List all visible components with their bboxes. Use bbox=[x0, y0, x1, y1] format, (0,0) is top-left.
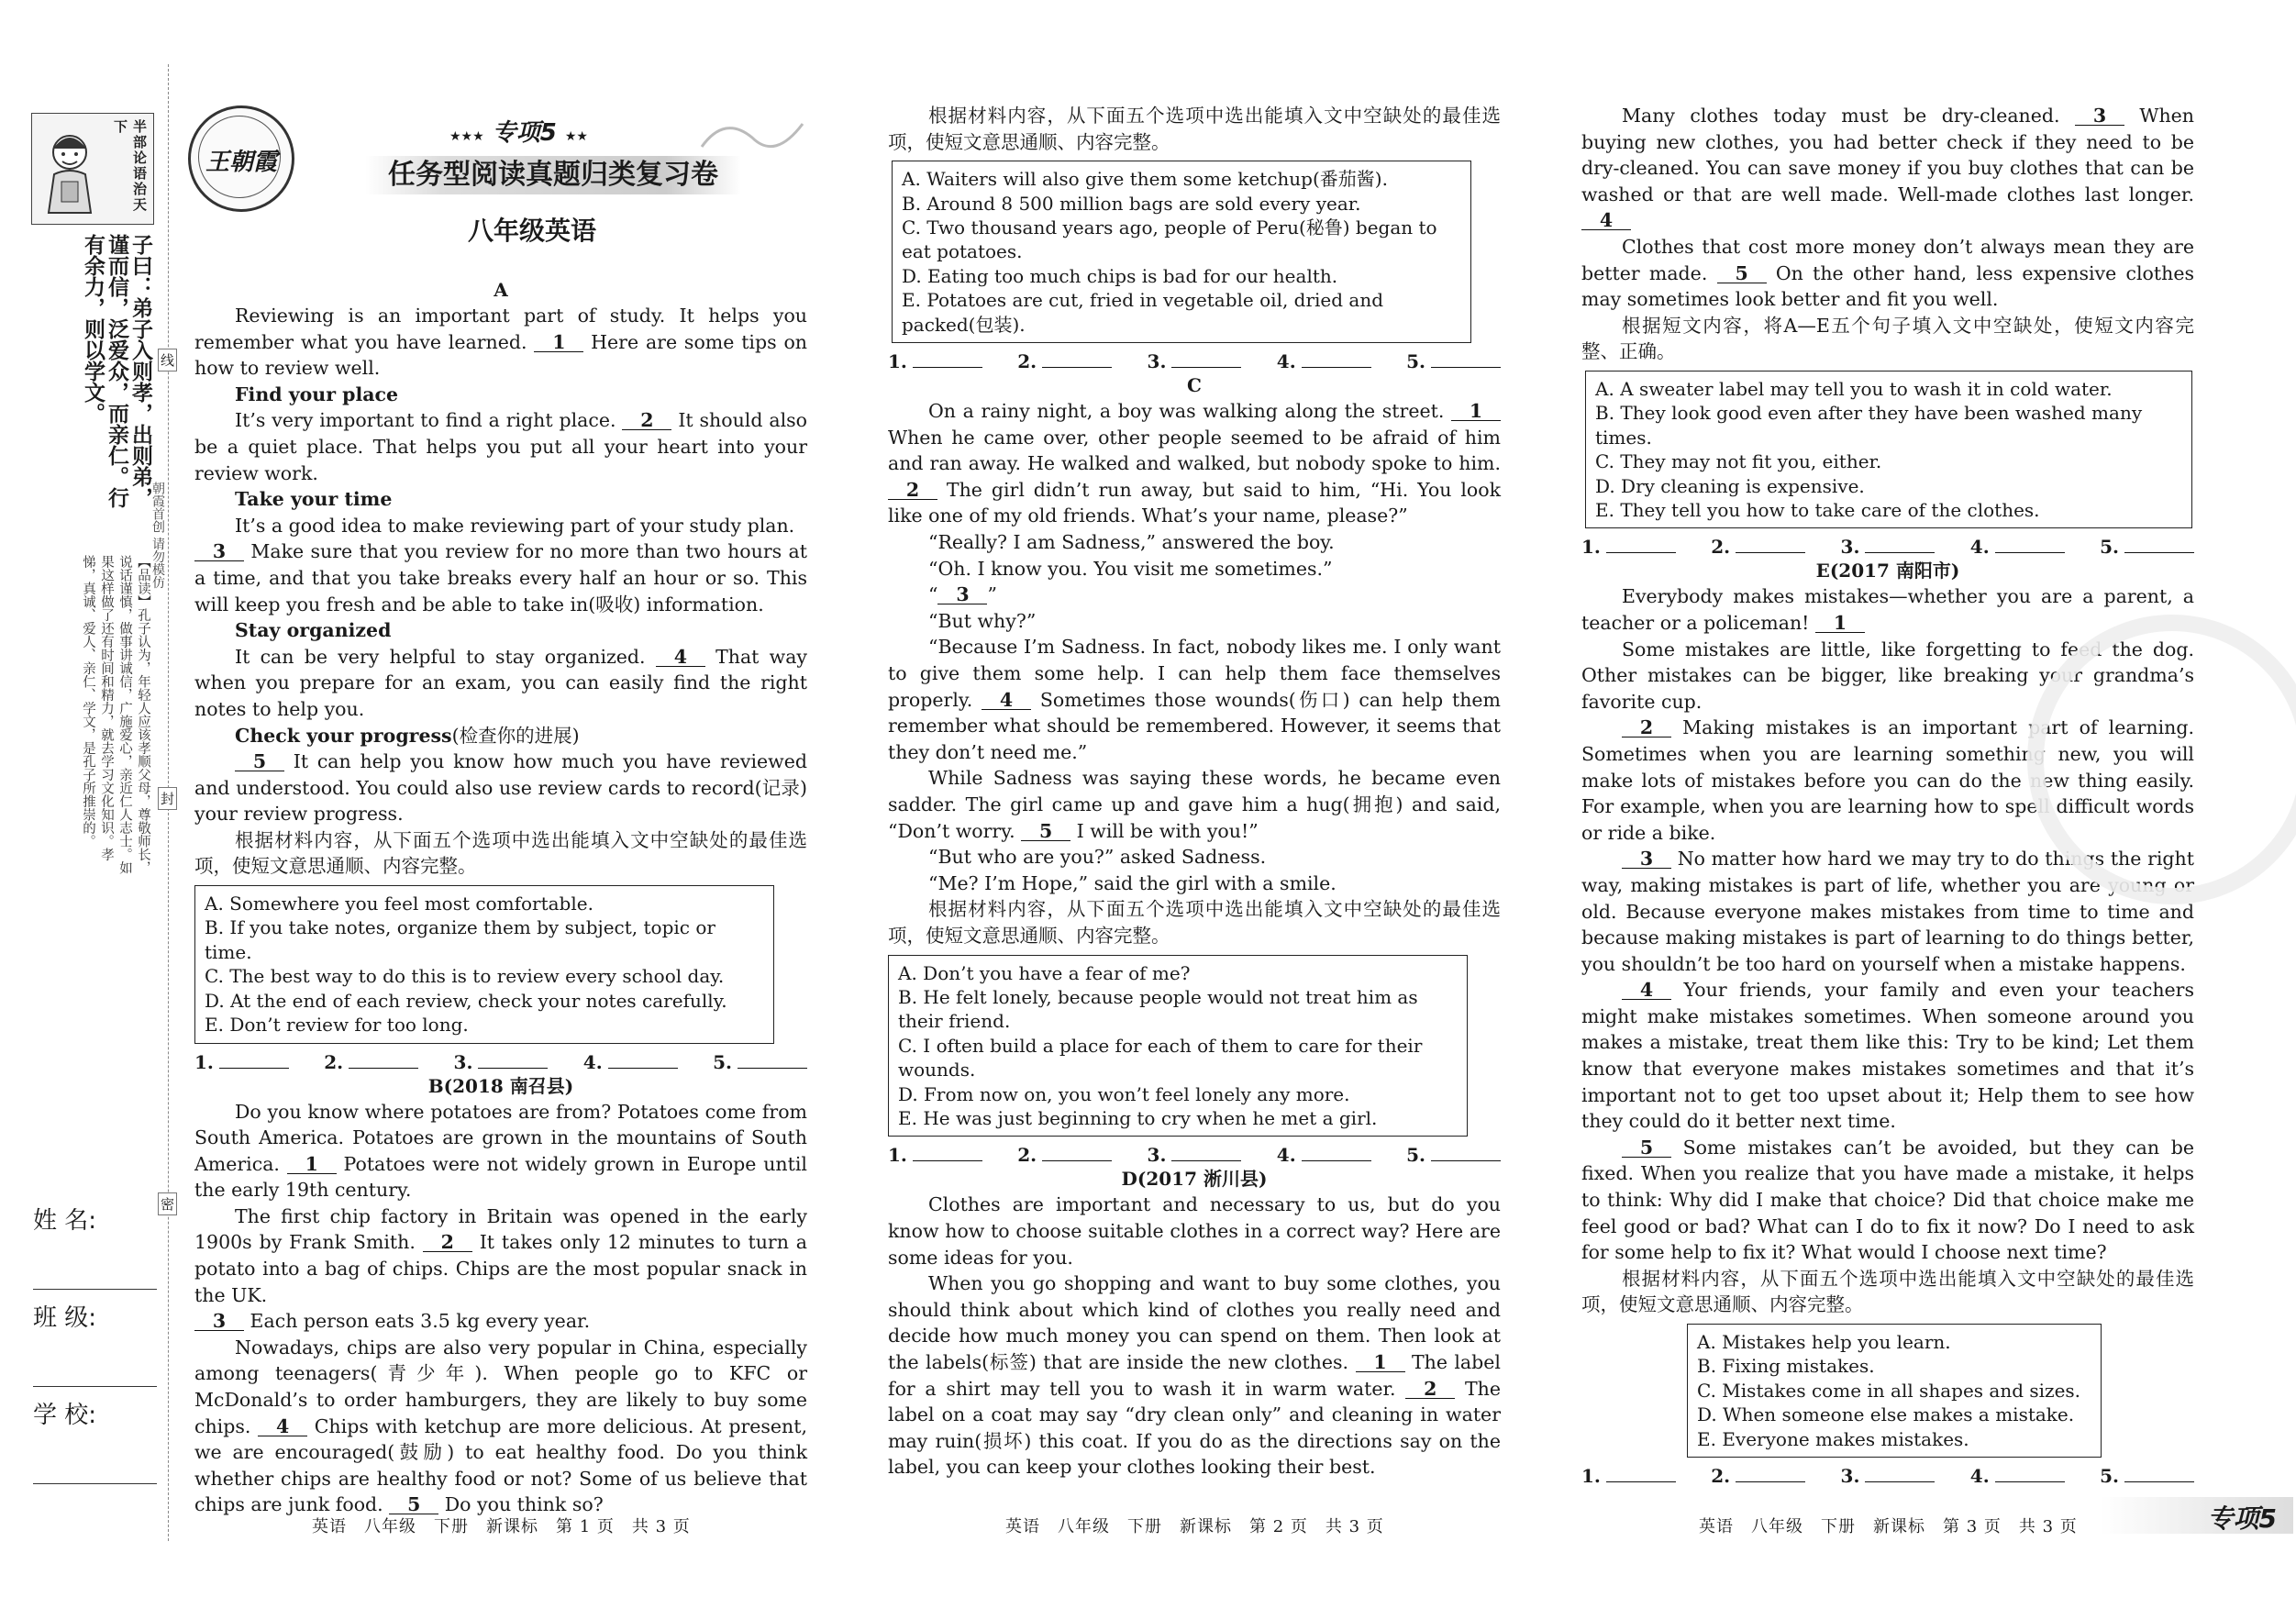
star-icon: ★★ bbox=[564, 129, 588, 144]
b-blank-5[interactable]: 5 bbox=[389, 1495, 438, 1514]
section-c-text bbox=[888, 398, 1501, 948]
d-blank-1[interactable]: 1 bbox=[1356, 1353, 1405, 1372]
column-2 bbox=[888, 103, 1501, 1481]
d-option-d: D. Dry cleaning is expensive. bbox=[1595, 474, 1865, 497]
c-p2a: “Because I’m Sadness. In fact, nobody likes me. I only want to give them some help. I can help them face themselves properly. bbox=[888, 636, 1501, 711]
binding-mark-feng: 封 bbox=[158, 787, 177, 810]
star-icon: ★★★ bbox=[449, 129, 484, 144]
a-heading-3: Stay organized bbox=[235, 619, 392, 642]
d-p4b: On the other hand, less expensive clothes may sometimes look better and fit you well. bbox=[1581, 261, 2194, 311]
e-option-a: A. Mistakes help you learn. bbox=[1697, 1331, 1951, 1353]
d-instruction: 根据短文内容，将A—E五个句子填入文中空缺处，使短文内容完整、正确。 bbox=[1581, 314, 2194, 363]
e-option-e: E. Everyone makes mistakes. bbox=[1697, 1427, 1969, 1450]
b-p1b: Potatoes were not widely grown in Europe until the early 19th century. bbox=[194, 1152, 807, 1202]
confucius-illustration bbox=[38, 127, 102, 215]
e-answer-2[interactable] bbox=[1711, 1465, 1805, 1487]
d-p2b: The label for a shirt may tell you to wash it in warm water. bbox=[888, 1350, 1501, 1400]
b-answer-row bbox=[888, 350, 1501, 372]
side-pindu: 【品读】孔子认为，年轻人应该孝顺父母，尊敬师长，说话谨慎，做事讲诚信，广施爱心，亲近仁人志士。如果这样做了还有时间和精力，就去学习文化知识。孝悌，真诚、爱人、亲仁、学文，是孔子所推崇的。 bbox=[81, 555, 150, 874]
b-option-c: C. Two thousand years ago, people of Peru(秘鲁) began to eat potatoes. bbox=[902, 216, 1437, 263]
blank-2[interactable]: 2 bbox=[622, 411, 671, 430]
answer-label: 5. bbox=[713, 1050, 732, 1073]
c-line-4: “But why?” bbox=[928, 609, 1037, 632]
c-p2b: Sometimes those wounds(伤口) can help them remember what should be remembered. However, it seems that they don’t need me.” bbox=[888, 688, 1501, 763]
school-field[interactable] bbox=[33, 1387, 157, 1484]
a-p3a: It’s a good idea to make reviewing part of your study plan. bbox=[235, 514, 795, 537]
a-p2b: It should also be a quiet place. That helps you put all your heart into your review work. bbox=[194, 409, 807, 484]
d-option-e: E. They tell you how to take care of the clothes. bbox=[1595, 498, 2040, 521]
c-instruction: 根据材料内容，从下面五个选项中选出能填入文中空缺处的最佳选项，使短文意思通顺、内容完整。 bbox=[888, 898, 1501, 947]
c-answer-5[interactable] bbox=[1406, 1144, 1501, 1166]
d-answer-5[interactable] bbox=[2100, 536, 2194, 558]
answer-label: 1. bbox=[888, 1144, 907, 1167]
a-p1: Reviewing is an important part of study. It helps you remember what you have learned. bbox=[194, 305, 807, 353]
d-option-c: C. They may not fit you, either. bbox=[1595, 450, 1882, 473]
corner-label bbox=[2101, 1497, 2293, 1534]
answer-label: 3. bbox=[1147, 1144, 1167, 1167]
e-option-c: C. Mistakes come in all shapes and sizes. bbox=[1697, 1379, 2081, 1402]
c-blank-1[interactable]: 1 bbox=[1451, 402, 1501, 421]
e-blank-1[interactable]: 1 bbox=[1815, 614, 1865, 633]
a-options-box bbox=[194, 885, 774, 1043]
answer-label: 4. bbox=[1276, 1144, 1296, 1167]
c-p1c: The girl didn’t run away, but said to him, “Hi. You look like one of my old friends. What’s your name, please?” bbox=[888, 478, 1501, 527]
section-d-text bbox=[888, 1192, 1501, 1481]
answer-label: 1. bbox=[1581, 536, 1601, 559]
a-answer-4[interactable] bbox=[583, 1051, 678, 1073]
b-option-d: D. Eating too much chips is bad for our health. bbox=[902, 264, 1338, 287]
d-p2a: When you go shopping and want to buy some clothes, you should think about which kind of clothes you really need and decide how much money you can spend on them. Then look at the labels(标签) that are inside the new clothes. bbox=[888, 1272, 1501, 1373]
a-option-a: A. Somewhere you feel most comfortable. bbox=[205, 893, 593, 915]
c-blank-4[interactable]: 4 bbox=[982, 691, 1031, 710]
side-motto-small: 半部论语治天下 bbox=[112, 119, 148, 213]
b-instruction-text: 根据材料内容，从下面五个选项中选出能填入文中空缺处的最佳选项，使短文意思通顺、内容完整。 bbox=[888, 105, 1501, 153]
c-option-b: B. He felt lonely, because people would not treat him as their friend. bbox=[898, 985, 1418, 1033]
blank-1[interactable]: 1 bbox=[534, 333, 583, 352]
c-answer-3[interactable] bbox=[1148, 1144, 1242, 1166]
blank-3[interactable]: 3 bbox=[194, 542, 244, 561]
e-blank-4[interactable]: 4 bbox=[1622, 981, 1671, 1000]
e-answer-3[interactable] bbox=[1841, 1465, 1936, 1487]
c-p1b: When he came over, other people seemed to be afraid of him and ran away. He walked and walked, but nobody spoke to him. bbox=[888, 426, 1501, 475]
answer-label: 2. bbox=[1711, 536, 1731, 559]
a-p1b: Here are some tips on how to review well. bbox=[194, 330, 808, 380]
a-heading-1: Find your place bbox=[235, 383, 399, 405]
d-blank-4[interactable]: 4 bbox=[1581, 211, 1631, 230]
b-blank-1[interactable]: 1 bbox=[287, 1155, 337, 1174]
answer-label: 4. bbox=[582, 1050, 603, 1073]
answer-label: 5. bbox=[1406, 350, 1425, 373]
answer-label: 2. bbox=[1711, 1465, 1731, 1488]
binding-mark-xian: 线 bbox=[158, 349, 177, 372]
page-title bbox=[365, 156, 741, 194]
b-answer-4[interactable] bbox=[1277, 350, 1371, 372]
b-blank-3[interactable]: 3 bbox=[194, 1312, 244, 1331]
section-e-label: E(2017 南阳市) bbox=[1815, 560, 1960, 582]
e-answer-5[interactable] bbox=[2100, 1465, 2194, 1487]
a-p4a: It can be very helpful to stay organized. bbox=[235, 645, 646, 668]
special-label-text: 专项5 bbox=[492, 119, 557, 147]
answer-label: 4. bbox=[1969, 1465, 1990, 1488]
c-line-3: “ 3 ” bbox=[928, 583, 997, 606]
c-answer-2[interactable] bbox=[1017, 1144, 1112, 1166]
binding-mark-mi: 密 bbox=[158, 1192, 177, 1215]
e-p4: No matter how hard we may try to do things the right way, making mistakes is part of life, whether you are young or old. Because everyone makes mistakes from time to time and because making mistakes is part of learning to do things better, you shouldn’t be too hard on yourself when a mistake happens. bbox=[1581, 848, 2194, 975]
b-options-box bbox=[892, 161, 1471, 343]
footer-page-3: 英语 八年级 下册 新课标 第 3 页 共 3 页 bbox=[1699, 1517, 2078, 1536]
e-p3: Making mistakes is an important part of learning. Sometimes when you are learning something new, you will make lots of mistakes before you can do the new thing easily. For example, when you are learning how to spell difficult words or ride a bike. bbox=[1581, 716, 2194, 844]
a-p2a: It’s very important to find a right place. bbox=[235, 409, 616, 432]
c-line-1: “Really? I am Sadness,” answered the boy. bbox=[928, 531, 1335, 553]
answer-label: 1. bbox=[194, 1050, 214, 1073]
side-brand: 朝霞首创 请勿模仿 bbox=[150, 482, 165, 589]
d-p1: Clothes are important and necessary to us, but do you know how to choose suitable clothes in a correct way? Here are some ideas for you. bbox=[888, 1193, 1501, 1269]
c-options-box bbox=[888, 955, 1468, 1137]
answer-label: 3. bbox=[1840, 536, 1860, 559]
d-p3b: When buying new clothes, you had better check if they need to be dry-cleaned. You can save money if you buy clothes that can be washed or that are well made. Well-made clothes last longer. bbox=[1581, 105, 2194, 205]
answer-label: 3. bbox=[453, 1050, 473, 1073]
answer-label: 3. bbox=[1840, 1465, 1860, 1488]
d-answer-4[interactable] bbox=[1970, 536, 2065, 558]
d-option-a: A. A sweater label may tell you to wash it in cold water. bbox=[1595, 377, 2113, 400]
page-title-text: 任务型阅读真题归类复习卷 bbox=[388, 159, 718, 191]
a-option-c: C. The best way to do this is to review every school day. bbox=[205, 965, 725, 988]
d-answer-row bbox=[1581, 536, 2194, 558]
c-option-c: C. I often build a place for each of them to care for their wounds. bbox=[898, 1034, 1423, 1081]
b-option-e: E. Potatoes are cut, fried in vegetable oil, dried and packed(包装). bbox=[902, 289, 1384, 336]
a-option-e: E. Don’t review for too long. bbox=[205, 1014, 469, 1037]
a-p3b: Make sure that you review for no more than two hours at a time, and that you take breaks every half an hour or so. This will keep you fresh and be able to take in(吸收) information. bbox=[194, 540, 807, 616]
blank-5[interactable]: 5 bbox=[235, 752, 284, 771]
section-a-text bbox=[194, 303, 807, 880]
a-heading-4-text: Check your progress bbox=[235, 724, 452, 747]
logo-text: 王朝霞 bbox=[205, 149, 277, 176]
e-option-d: D. When someone else makes a mistake. bbox=[1697, 1403, 2075, 1426]
e-blank-2[interactable]: 2 bbox=[1622, 718, 1671, 738]
c-option-e: E. He was just beginning to cry when he met a girl. bbox=[898, 1106, 1378, 1129]
c-line-2: “Oh. I know you. You visit me sometimes.” bbox=[928, 557, 1333, 580]
c-blank-3[interactable]: 3 bbox=[937, 585, 987, 604]
c-blank-5[interactable]: 5 bbox=[1021, 822, 1070, 841]
a-option-b: B. If you take notes, organize them by subject, topic or time. bbox=[205, 916, 715, 963]
e-option-b: B. Fixing mistakes. bbox=[1697, 1355, 1875, 1378]
b-p2a: The first chip factory in Britain was opened in the early 1900s by Frank Smith. bbox=[194, 1204, 807, 1254]
section-d-label: D(2017 淅川县) bbox=[1121, 1168, 1268, 1191]
a-answer-2[interactable] bbox=[324, 1051, 418, 1073]
b-blank-2[interactable]: 2 bbox=[423, 1233, 472, 1252]
brand-logo bbox=[188, 105, 294, 212]
e-options-box bbox=[1687, 1324, 2102, 1458]
a-p5: It can help you know how much you have reviewed and understood. You could also use review cards to record(记录) your review progress. bbox=[194, 750, 807, 826]
d-answer-1[interactable] bbox=[1581, 536, 1676, 558]
e-answer-1[interactable] bbox=[1581, 1465, 1676, 1487]
d-option-b: B. They look good even after they have been washed many times. bbox=[1595, 402, 2143, 449]
a-instruction: 根据材料内容，从下面五个选项中选出能填入文中空缺处的最佳选项，使短文意思通顺、内容完整。 bbox=[194, 828, 807, 878]
answer-label: 4. bbox=[1969, 536, 1990, 559]
answer-label: 2. bbox=[1017, 350, 1037, 373]
c-answer-4[interactable] bbox=[1277, 1144, 1371, 1166]
e-instruction: 根据材料内容，从下面五个选项中选出能填入文中空缺处的最佳选项，使短文意思通顺、内容完整。 bbox=[1581, 1267, 2194, 1316]
answer-label: 2. bbox=[324, 1050, 344, 1073]
a-option-d: D. At the end of each review, check your notes carefully. bbox=[205, 989, 727, 1012]
side-quote: 子曰：弟子入则孝，出则弟，谨而信，泛爱众，而亲仁。行有余力，则以学文。 bbox=[81, 234, 152, 508]
footer-page-2: 英语 八年级 下册 新课标 第 2 页 共 3 页 bbox=[1005, 1517, 1384, 1536]
c-answer-1[interactable] bbox=[888, 1144, 982, 1166]
column-1 bbox=[194, 277, 807, 1518]
answer-label: 4. bbox=[1276, 350, 1296, 373]
d-options-box bbox=[1585, 371, 2192, 528]
a-answer-5[interactable] bbox=[713, 1051, 807, 1073]
a-answer-row bbox=[194, 1051, 807, 1073]
d-answer-3[interactable] bbox=[1841, 536, 1936, 558]
margin-strip bbox=[26, 105, 165, 1160]
e-answer-4[interactable] bbox=[1970, 1465, 2065, 1487]
d-blank-3[interactable]: 3 bbox=[2075, 106, 2124, 126]
b-answer-1[interactable] bbox=[888, 350, 982, 372]
a-p4b: That way when you prepare for an exam, you can easily find the right notes to help you. bbox=[194, 645, 808, 720]
b-answer-2[interactable] bbox=[1017, 350, 1112, 372]
c-option-d: D. From now on, you won’t feel lonely any more. bbox=[898, 1082, 1350, 1105]
a-heading-4-cn: (检查你的进展) bbox=[451, 724, 580, 747]
c-line-6: “Me? I’m Hope,” said the girl with a smile. bbox=[928, 871, 1337, 894]
b-option-a: A. Waiters will also give them some ketchup(番茄酱). bbox=[902, 168, 1388, 191]
page-subtitle: 八年级英语 bbox=[468, 216, 597, 246]
section-c-label: C bbox=[1187, 374, 1202, 397]
c-option-a: A. Don’t you have a fear of me? bbox=[898, 961, 1191, 984]
b-answer-3[interactable] bbox=[1148, 350, 1242, 372]
name-field[interactable] bbox=[33, 1192, 157, 1290]
a-heading-4 bbox=[194, 723, 807, 749]
b-option-b: B. Around 8 500 million bags are sold every year. bbox=[902, 192, 1361, 215]
blank-4[interactable]: 4 bbox=[656, 648, 705, 667]
a-answer-3[interactable] bbox=[454, 1051, 549, 1073]
school-label: 学 校: bbox=[33, 1402, 97, 1429]
corner-label-text: 专项5 bbox=[2207, 1503, 2277, 1534]
motto-box bbox=[31, 113, 154, 225]
class-label: 班 级: bbox=[33, 1304, 97, 1332]
e-blank-3[interactable]: 3 bbox=[1622, 849, 1671, 869]
d-blank-2[interactable]: 2 bbox=[1405, 1380, 1455, 1399]
class-field[interactable] bbox=[33, 1290, 157, 1387]
c-blank-2[interactable]: 2 bbox=[888, 481, 937, 500]
section-b-label: B(2018 南召县) bbox=[427, 1074, 574, 1097]
d-answer-2[interactable] bbox=[1711, 536, 1805, 558]
header-swirl-decoration bbox=[697, 110, 807, 165]
d-p2c: The label on a coat may say “dry clean only” and cleaning in water may ruin(损坏) this coat. If you do as the directions say on the label, you can keep your clothes looking their best. bbox=[888, 1377, 1501, 1479]
section-d-text-cont bbox=[1581, 103, 2194, 365]
answer-label: 1. bbox=[1581, 1465, 1601, 1488]
c-line-5: “But who are you?” asked Sadness. bbox=[928, 846, 1267, 869]
d-blank-5[interactable]: 5 bbox=[1717, 264, 1767, 283]
b-p3c: Do you think so? bbox=[444, 1493, 604, 1516]
c-p3a: While Sadness was saying these words, he became even sadder. The girl came up and gave him a hug(拥抱) and said, “Don’t worry. bbox=[888, 767, 1501, 842]
answer-label: 5. bbox=[1406, 1144, 1425, 1167]
e-answer-row bbox=[1581, 1465, 2194, 1487]
b-p3a: Nowadays, chips are also very popular in China, especially among teenagers(青少年). When people go to KFC or McDonald’s to order hamburgers, they are likely to buy some chips. bbox=[194, 1336, 807, 1437]
b-p2c: Each person eats 3.5 kg every year. bbox=[250, 1310, 591, 1333]
e-p6: Some mistakes can’t be avoided, but they can be fixed. When you realize that you have made a mistake, it helps to think: Why did I make that choice? Did that choice make me feel good or bad? What can I do to fix it now? Do I need to ask for some help to fix it? What would I choose next time? bbox=[1581, 1136, 2194, 1264]
a-heading-2: Take your time bbox=[235, 488, 393, 511]
footer-page-1: 英语 八年级 下册 新课标 第 1 页 共 3 页 bbox=[312, 1517, 691, 1536]
section-a-label: A bbox=[494, 279, 508, 301]
b-answer-5[interactable] bbox=[1406, 350, 1501, 372]
c-answer-row bbox=[888, 1144, 1501, 1166]
b-blank-4[interactable]: 4 bbox=[258, 1417, 307, 1436]
answer-label: 3. bbox=[1147, 350, 1167, 373]
d-p3a: Many clothes today must be dry-cleaned. bbox=[1622, 105, 2060, 127]
answer-label: 1. bbox=[888, 350, 907, 373]
answer-label: 2. bbox=[1017, 1144, 1037, 1167]
b-p2b: It takes only 12 minutes to turn a potato into a bag of chips. Chips are the most popular snack in the UK. bbox=[194, 1231, 808, 1306]
d-p4a: Clothes that cost more money don’t always mean they are better made. bbox=[1581, 235, 2194, 284]
answer-label: 5. bbox=[2100, 536, 2119, 559]
c-p1a: On a rainy night, a boy was walking along the street. bbox=[928, 400, 1445, 423]
c-p3b: I will be with you!” bbox=[1076, 819, 1259, 842]
a-answer-1[interactable] bbox=[194, 1051, 289, 1073]
e-p5: Your friends, your family and even your teachers might make mistakes sometimes. When someone around you makes a mistake, treat them like this: Try to be kind; Let them know that everyone makes mistakes sometimes and that it’s important not to get too upset about it; Help them to see how they could do it better next time. bbox=[1581, 979, 2194, 1133]
e-p2: Some mistakes are little, like forgetting to feed the dog. Other mistakes can be bigger, like breaking your grandma’s favorite cup. bbox=[1581, 638, 2194, 713]
e-p1: Everybody makes mistakes—whether you are a parent, a teacher or a policeman! bbox=[1581, 585, 2194, 634]
b-instruction bbox=[888, 103, 1501, 155]
b-p1a: Do you know where potatoes are from? Potatoes come from South America. Potatoes are grown in the mountains of South America. bbox=[194, 1100, 807, 1175]
e-blank-5[interactable]: 5 bbox=[1622, 1138, 1671, 1158]
student-info bbox=[33, 1192, 157, 1484]
b-p3b: Chips with ketchup are more delicious. At present, we are encouraged(鼓励) to eat healthy food. Do you think whether chips are healthy food or not? Some of us believe that chips are junk food. bbox=[194, 1414, 807, 1516]
section-b-text bbox=[194, 1099, 807, 1519]
name-label: 姓 名: bbox=[33, 1207, 97, 1235]
answer-label: 5. bbox=[2100, 1465, 2119, 1488]
special-label bbox=[449, 114, 588, 148]
